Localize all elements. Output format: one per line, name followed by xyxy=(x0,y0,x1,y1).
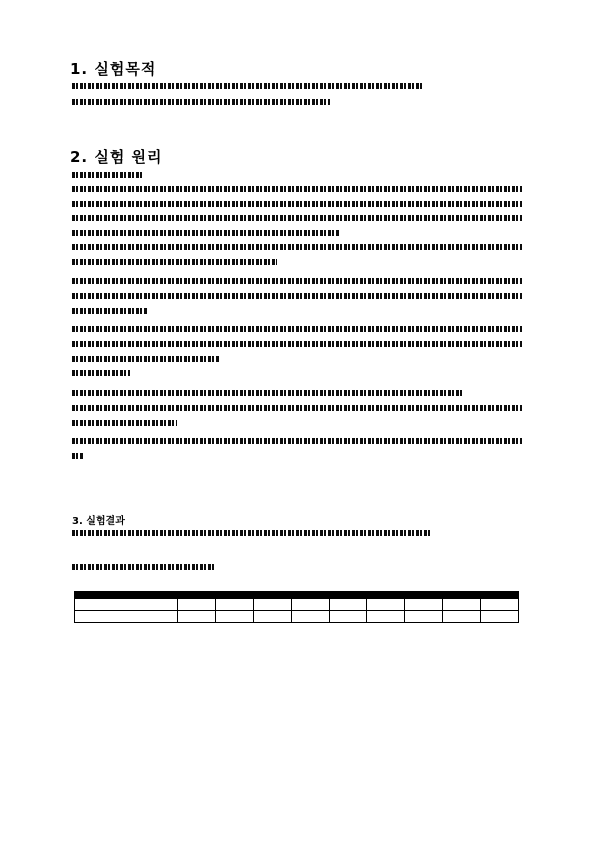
text-line xyxy=(72,356,220,362)
text-line xyxy=(72,308,148,314)
table-cell xyxy=(75,599,178,611)
text-line xyxy=(72,230,340,236)
table-header-cell xyxy=(178,592,216,599)
text-line xyxy=(72,390,462,396)
table-cell xyxy=(291,599,329,611)
table-cell xyxy=(367,611,405,623)
text-line xyxy=(72,438,522,444)
text-line xyxy=(72,244,522,250)
text-line xyxy=(72,420,177,426)
table-cell xyxy=(215,599,253,611)
table-header-cell xyxy=(481,592,519,599)
table-cell xyxy=(178,599,216,611)
table-row xyxy=(75,599,519,611)
results-table xyxy=(74,591,519,623)
table-header-cell xyxy=(367,592,405,599)
table-cell xyxy=(367,599,405,611)
table-cell xyxy=(329,599,367,611)
section-3-title: 3. 실험결과 xyxy=(72,516,125,527)
table-cell xyxy=(405,611,443,623)
table-cell xyxy=(405,599,443,611)
text-line xyxy=(72,370,130,376)
text-line xyxy=(72,405,522,411)
table-row xyxy=(75,611,519,623)
table-header-row xyxy=(75,592,519,599)
table-cell xyxy=(291,611,329,623)
table-cell xyxy=(215,611,253,623)
text-line xyxy=(72,99,330,105)
text-line xyxy=(72,186,522,192)
text-line xyxy=(72,564,214,570)
table-cell xyxy=(481,611,519,623)
text-line xyxy=(72,83,424,89)
text-line xyxy=(72,172,142,178)
table-cell xyxy=(253,599,291,611)
table-header-cell xyxy=(405,592,443,599)
text-line xyxy=(72,341,522,347)
text-line xyxy=(72,278,522,284)
table-cell xyxy=(75,611,178,623)
text-line xyxy=(72,215,522,221)
table-header-cell xyxy=(215,592,253,599)
text-line xyxy=(72,326,522,332)
table-header-cell xyxy=(75,592,178,599)
table-header-cell xyxy=(329,592,367,599)
table-cell xyxy=(443,611,481,623)
table-header-cell xyxy=(291,592,329,599)
text-line xyxy=(72,259,277,265)
text-line xyxy=(72,530,430,536)
table-header-cell xyxy=(253,592,291,599)
table-header-cell xyxy=(443,592,481,599)
table-cell xyxy=(481,599,519,611)
section-2-title: 2. 실험 원리 xyxy=(70,148,163,166)
section-1-title: 1. 실험목적 xyxy=(70,60,157,78)
table-cell xyxy=(329,611,367,623)
table-cell xyxy=(443,599,481,611)
table-cell xyxy=(253,611,291,623)
table-cell xyxy=(178,611,216,623)
text-line xyxy=(72,201,522,207)
text-line xyxy=(72,293,522,299)
text-line xyxy=(72,453,84,459)
